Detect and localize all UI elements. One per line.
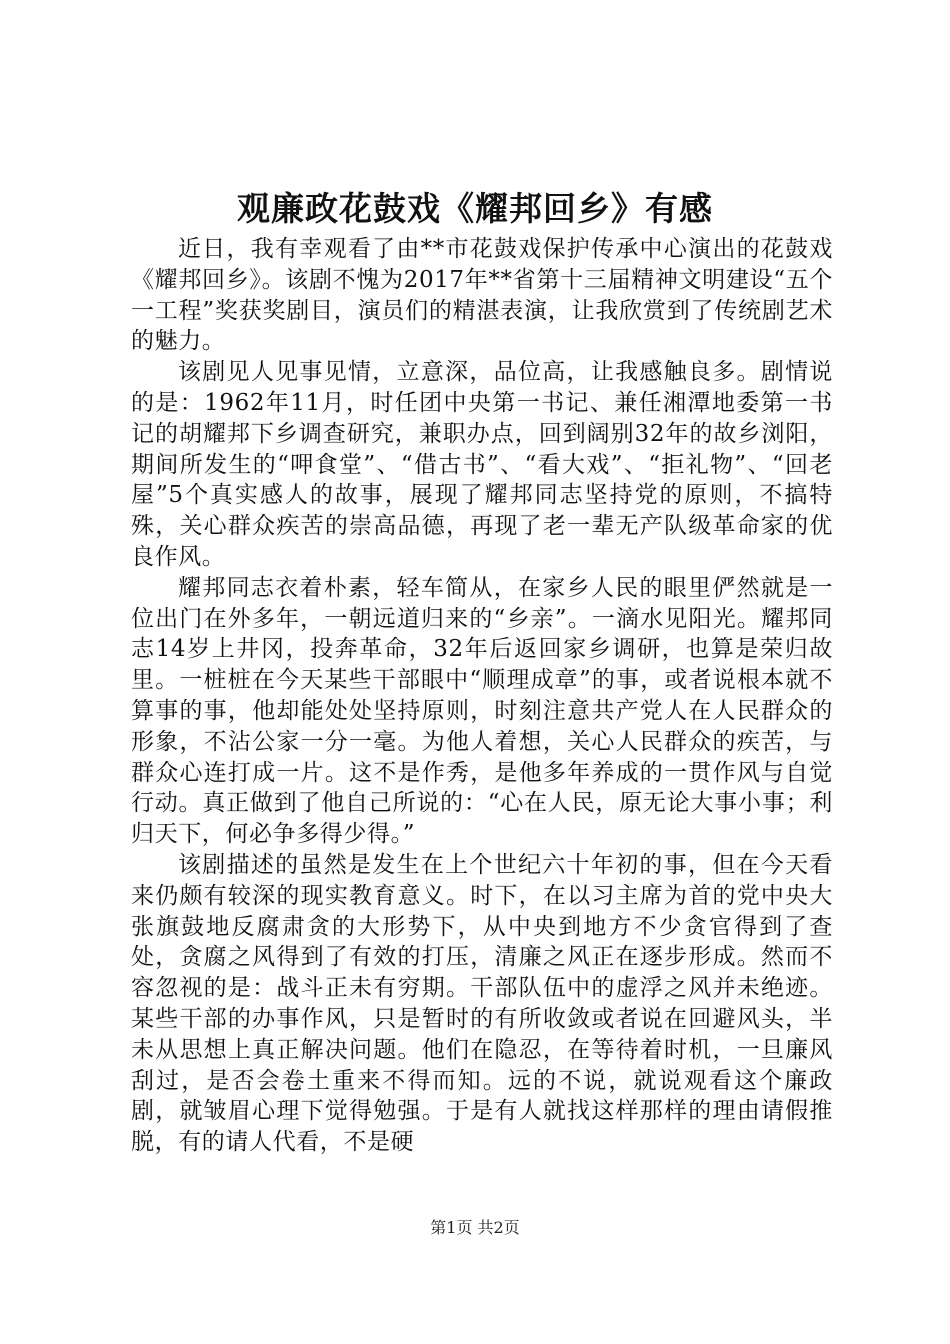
document-title: 观廉政花鼓戏《耀邦回乡》有感 bbox=[237, 189, 713, 228]
paragraph-3: 耀邦同志衣着朴素，轻车简从，在家乡人民的眼里俨然就是一位出门在外多年，一朝远道归来的“乡亲”。一滴水见阳光。耀邦同志14岁上井冈，投奔革命，32年后返回家乡调研，也算是荣归故里。一桩桩在今天某些干部眼中“顺理成章”的事，或者说根本就不算事的事，他却能处处坚持原则，时刻注意共产党人在人民群众的形象，不沾公家一分一毫。为他人着想，关心人民群众的疾苦，与群众心连打成一片。这不是作秀，是他多年养成的一贯作风与自觉行动。真正做到了他自己所说的：“心在人民，原无论大事小事；利归天下，何必争多得少得。” bbox=[131, 574, 833, 848]
paragraph-1: 近日，我有幸观看了由**市花鼓戏保护传承中心演出的花鼓戏《耀邦回乡》。该剧不愧为2017年**省第十三届精神文明建设“五个一工程”奖获奖剧目，演员们的精湛表演，让我欣赏到了传统剧艺术的魅力。 bbox=[131, 236, 833, 355]
paragraph-4: 该剧描述的虽然是发生在上个世纪六十年初的事，但在今天看来仍颇有较深的现实教育意义。时下，在以习主席为首的党中央大张旗鼓地反腐肃贪的大形势下，从中央到地方不少贪官得到了查处，贪腐之风得到了有效的打压，清廉之风正在逐步形成。然而不容忽视的是：战斗正未有穷期。干部队伍中的虚浮之风并未绝迹。某些干部的办事作风，只是暂时的有所收敛或者说在回避风头，半未从思想上真正解决问题。他们在隐忍，在等待着时机，一旦廉风刮过，是否会卷土重来不得而知。远的不说，就说观看这个廉政剧，就皱眉心理下觉得勉强。于是有人就找这样那样的理由请假推脱，有的请人代看，不是硬 bbox=[131, 851, 833, 1156]
paragraph-2: 该剧见人见事见情，立意深，品位高，让我感触良多。剧情说的是：1962年11月，时任团中央第一书记、兼任湘潭地委第一书记的胡耀邦下乡调查研究，兼职办点，回到阔别32年的故乡浏阳，期间所发生的“呷食堂”、“借古书”、“看大戏”、“拒礼物”、“回老屋”5个真实感人的故事，展现了耀邦同志坚持党的原则，不搞特殊，关心群众疾苦的崇高品德，再现了老一辈无产队级革命家的优良作风。 bbox=[131, 359, 833, 570]
document-body bbox=[131, 234, 833, 1158]
page-number-footer: 第1页 共2页 bbox=[430, 1218, 520, 1237]
